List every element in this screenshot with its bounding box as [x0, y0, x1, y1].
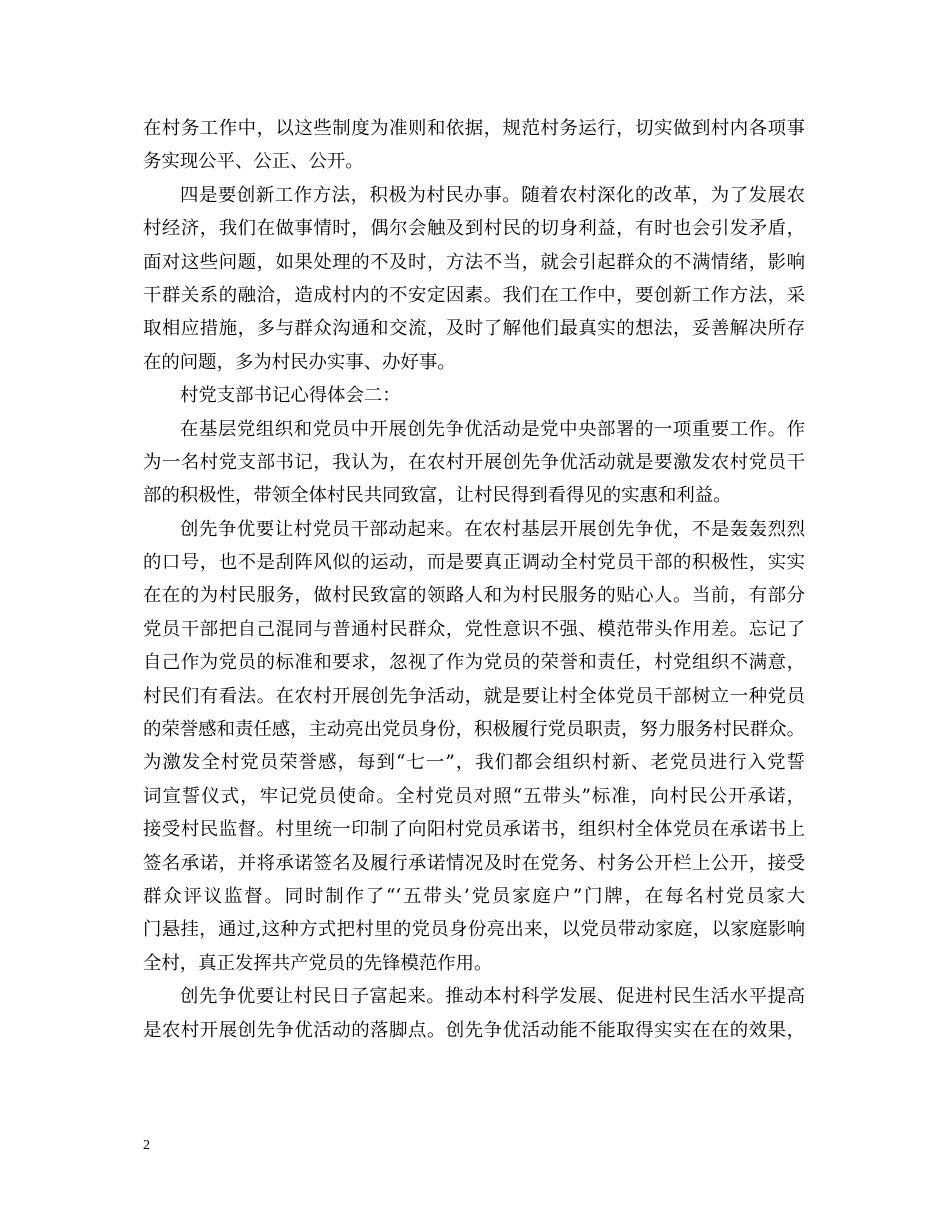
text-line: 的荣誉感和责任感，主动亮出党员身份，积极履行党员职责，努力服务村民群众。: [143, 719, 806, 741]
text-line: 为激发全村党员荣誉感，每到“七一”，我们都会组织村新、老党员进行入党誓: [143, 752, 805, 774]
text-line: 村经济，我们在做事情时，偶尔会触及到村民的切身利益，有时也会引发矛盾，: [143, 218, 805, 240]
text-line: 词宣誓仪式，牢记党员使命。全村党员对照“五带头”标准，向村民公开承诺，: [143, 785, 805, 807]
text-line: 取相应措施，多与群众沟通和交流，及时了解他们最真实的想法，妥善解决所存: [143, 318, 805, 340]
text-line: 在在的为村民服务，做村民致富的领路人和为村民服务的贴心人。当前，有部分: [143, 585, 805, 607]
text-line: 创先争优要让村民日子富起来。推动本村科学发展、促进村民生活水平提高: [180, 986, 805, 1008]
text-line: 创先争优要让村党员干部动起来。在农村基层开展创先争优，不是轰轰烈烈: [180, 518, 805, 540]
text-line: 接受村民监督。村里统一印制了向阳村党员承诺书，组织村全体党员在承诺书上: [143, 819, 805, 841]
page-number: 2: [143, 1138, 150, 1153]
text-line: 干群关系的融洽，造成村内的不安定因素。我们在工作中，要创新工作方法，采: [143, 284, 805, 306]
text-line: 自己作为党员的标准和要求，忽视了作为党员的荣誉和责任，村党组织不满意，: [143, 652, 805, 674]
text-line: 门悬挂，通过,这种方式把村里的党员身份亮出来，以党员带动家庭，以家庭影响: [143, 919, 805, 941]
text-line: 在基层党组织和党员中开展创先争优活动是党中央部署的一项重要工作。作: [180, 418, 805, 440]
text-line: 党员干部把自己混同与普通村民群众，党性意识不强、模范带头作用差。忘记了: [143, 618, 805, 640]
text-line: 是农村开展创先争优活动的落脚点。创先争优活动能不能取得实实在在的效果，: [143, 1019, 805, 1041]
text-line: 村民们有看法。在农村开展创先争活动，就是要让村全体党员干部树立一种党员: [143, 685, 805, 707]
text-line: 的口号，也不是刮阵风似的运动，而是要真正调动全村党员干部的积极性，实实: [143, 552, 805, 574]
text-line: 部的积极性，带领全体村民共同致富，让村民得到看得见的实惠和利益。: [143, 485, 732, 507]
document-body: [143, 112, 805, 1047]
text-line: 在的问题，多为村民办实事、办好事。: [143, 351, 456, 373]
text-line: 面对这些问题，如果处理的不及时，方法不当，就会引起群众的不满情绪，影响: [143, 251, 805, 273]
text-line: 务实现公平、公正、公开。: [143, 151, 364, 173]
text-line: 全村，真正发挥共产党员的先锋模范作用。: [143, 952, 493, 974]
text-line: 四是要创新工作方法，积极为村民办事。随着农村深化的改革，为了发展农: [180, 184, 805, 206]
text-line: 群众评议监督。同时制作了“‘五带头’党员家庭户”门牌，在每名村党员家大: [143, 885, 805, 907]
text-line: 在村务工作中，以这些制度为准则和依据，规范村务运行，切实做到村内各项事: [143, 118, 805, 139]
text-line: 村党支部书记心得体会二：: [180, 385, 401, 407]
text-line: 签名承诺，并将承诺签名及履行承诺情况及时在党务、村务公开栏上公开，接受: [143, 852, 805, 874]
text-line: 为一名村党支部书记，我认为，在农村开展创先争优活动就是要激发农村党员干: [143, 451, 805, 473]
